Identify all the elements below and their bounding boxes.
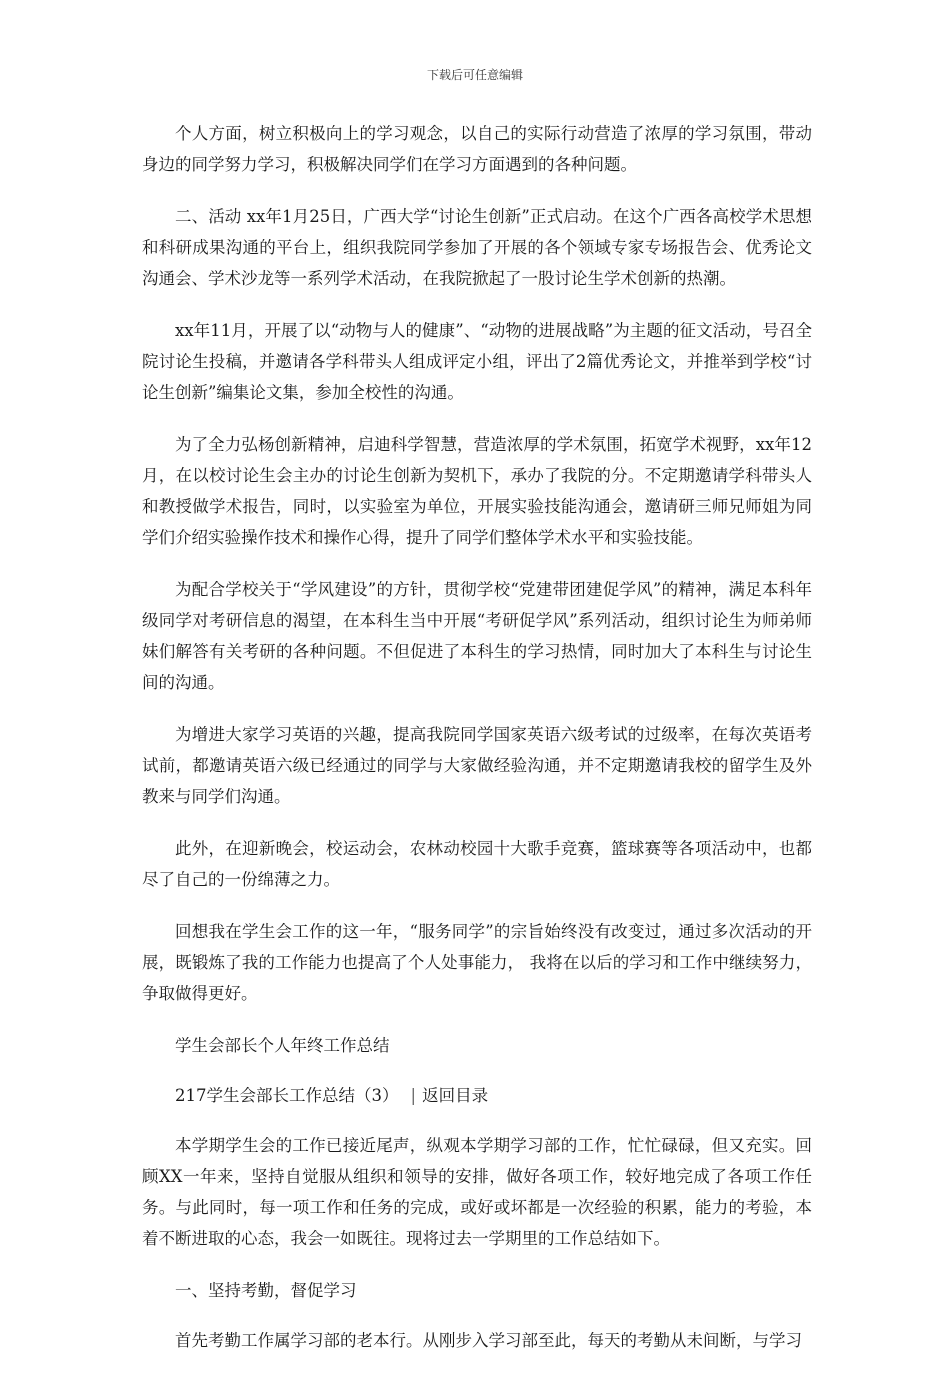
paragraph: 二、活动 xx年1月25日，广西大学“讨论生创新”正式启动。在这个广西各高校学术思想和科研成果沟通的平台上，组织我院同学参加了开展的各个领域专家专场报告会、优秀论文沟通会、学术沙龙等一系列学术活动，在我院掀起了一股讨论生学术创新的热潮。 (142, 207, 812, 288)
paragraph: 个人方面，树立积极向上的学习观念，以自己的实际行动营造了浓厚的学习氛围，带动身边的同学努力学习，积极解决同学们在学习方面遇到的各种问题。 (142, 124, 812, 174)
paragraph: 此外，在迎新晚会，校运动会，农林动校园十大歌手竞赛，篮球赛等各项活动中，也都尽了自己的一份绵薄之力。 (142, 839, 812, 889)
paragraph: 为增进大家学习英语的兴趣，提高我院同学国家英语六级考试的过级率，在每次英语考试前，都邀请英语六级已经通过的同学与大家做经验沟通，并不定期邀请我校的留学生及外教来与同学们沟通。 (142, 725, 812, 806)
toc-title: 217学生会部长工作总结（3） (175, 1086, 399, 1105)
toc-line (142, 1080, 812, 1111)
paragraph: xx年11月，开展了以“动物与人的健康”、“动物的进展战略”为主题的征文活动，号召全院讨论生投稿，并邀请各学科带头人组成评定小组，评出了2篇优秀论文，并推举到学校“讨论生创新”编集论文集，参加全校性的沟通。 (142, 321, 812, 402)
document-body (142, 118, 812, 1377)
subsection-heading: 一、坚持考勤，督促学习 (175, 1281, 357, 1300)
paragraph: 首先考勤工作属学习部的老本行。从刚步入学习部至此，每天的考勤从未间断，与学习 (175, 1331, 802, 1350)
page-header: 下载后可任意编辑 (426, 68, 523, 82)
section-title: 学生会部长个人年终工作总结 (175, 1036, 390, 1055)
back-to-toc-link[interactable]: 返回目录 (422, 1086, 489, 1105)
toc-separator: | (410, 1086, 417, 1105)
paragraph: 回想我在学生会工作的这一年，“服务同学”的宗旨始终没有改变过，通过多次活动的开展，既锻炼了我的工作能力也提高了个人处事能力， 我将在以后的学习和工作中继续努力，争取做得更好。 (142, 922, 812, 1003)
paragraph: 本学期学生会的工作已接近尾声，纵观本学期学习部的工作，忙忙碌碌，但又充实。回顾XX一年来，坚持自觉服从组织和领导的安排，做好各项工作，较好地完成了各项工作任务。与此同时，每一项工作和任务的完成，或好或坏都是一次经验的积累，能力的考验，本着不断进取的心态，我会一如既往。现将过去一学期里的工作总结如下。 (142, 1136, 812, 1248)
paragraph: 为配合学校关于“学风建设”的方针，贯彻学校“党建带团建促学风”的精神，满足本科年级同学对考研信息的渴望，在本科生当中开展“考研促学风”系列活动，组织讨论生为师弟师妹们解答有关考研的各种问题。不但促进了本科生的学习热情，同时加大了本科生与讨论生间的沟通。 (142, 580, 812, 692)
paragraph: 为了全力弘杨创新精神，启迪科学智慧，营造浓厚的学术氛围，拓宽学术视野，xx年12月，在以校讨论生会主办的讨论生创新为契机下，承办了我院的分。不定期邀请学科带头人和教授做学术报告，同时，以实验室为单位，开展实验技能沟通会，邀请研三师兄师姐为同学们介绍实验操作技术和操作心得，提升了同学们整体学术水平和实验技能。 (142, 435, 812, 547)
